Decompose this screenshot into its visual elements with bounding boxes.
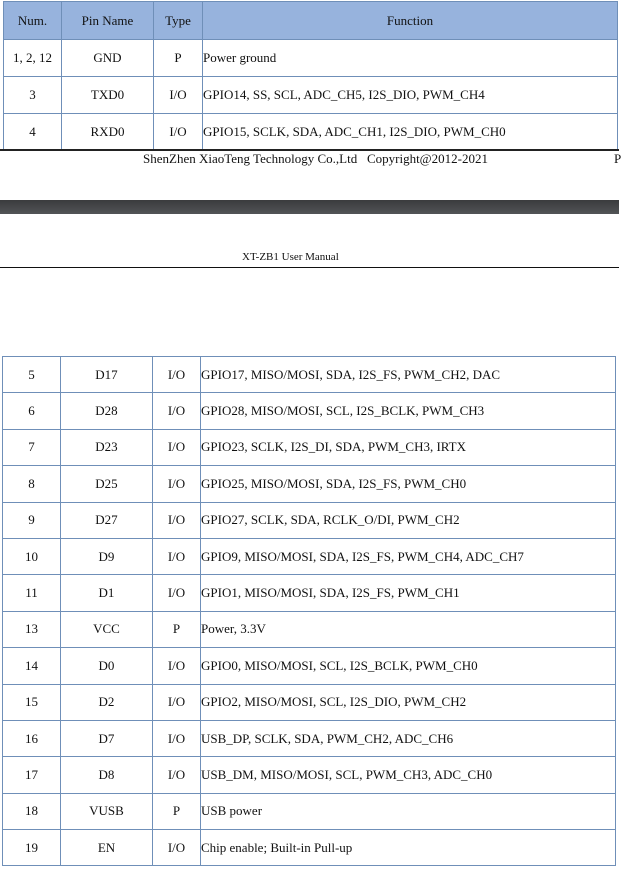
- pin-num-cell: 8: [3, 466, 61, 502]
- pin-num-cell: 1, 2, 12: [4, 40, 62, 77]
- pin-num-cell: 6: [3, 393, 61, 429]
- pin-function-cell: GPIO25, MISO/MOSI, SDA, I2S_FS, PWM_CH0: [201, 466, 616, 502]
- pin-type-cell: I/O: [153, 648, 201, 684]
- pin-name-cell: VUSB: [61, 793, 153, 829]
- pin-num-cell: 4: [4, 114, 62, 151]
- pin-function-cell: GPIO28, MISO/MOSI, SCL, I2S_BCLK, PWM_CH3: [201, 393, 616, 429]
- table-row: [3, 648, 616, 684]
- pin-name-cell: D7: [61, 720, 153, 756]
- pin-type-cell: P: [153, 611, 201, 647]
- pin-function-cell: USB_DP, SCLK, SDA, PWM_CH2, ADC_CH6: [201, 720, 616, 756]
- pin-type-cell: I/O: [154, 77, 203, 114]
- header-pin-name: Pin Name: [62, 2, 154, 40]
- table-row: [3, 830, 616, 866]
- pin-type-cell: I/O: [153, 538, 201, 574]
- pin-type-cell: P: [153, 793, 201, 829]
- footer-copyright: ShenZhen XiaoTeng Technology Co.,Ltd Copyright@2012-2021: [143, 151, 488, 166]
- pin-num-cell: 15: [3, 684, 61, 720]
- table-row: [4, 77, 618, 114]
- pin-name-cell: EN: [61, 830, 153, 866]
- pin-num-cell: 3: [4, 77, 62, 114]
- pin-function-cell: GPIO2, MISO/MOSI, SCL, I2S_DIO, PWM_CH2: [201, 684, 616, 720]
- pin-name-cell: D27: [61, 502, 153, 538]
- table-row: [3, 429, 616, 465]
- pin-table-page1: [3, 1, 618, 151]
- pin-num-cell: 16: [3, 720, 61, 756]
- pin-name-cell: VCC: [61, 611, 153, 647]
- pin-function-cell: USB_DM, MISO/MOSI, SCL, PWM_CH3, ADC_CH0: [201, 757, 616, 793]
- pin-function-cell: Chip enable; Built-in Pull-up: [201, 830, 616, 866]
- pin-type-cell: I/O: [153, 357, 201, 393]
- header-function: Function: [203, 2, 618, 40]
- pin-function-cell: GPIO23, SCLK, I2S_DI, SDA, PWM_CH3, IRTX: [201, 429, 616, 465]
- pin-name-cell: D8: [61, 757, 153, 793]
- pin-num-cell: 7: [3, 429, 61, 465]
- table-row: [3, 502, 616, 538]
- footer-page-number: P: [614, 151, 621, 166]
- table-row: [3, 538, 616, 574]
- pin-function-cell: GPIO9, MISO/MOSI, SDA, I2S_FS, PWM_CH4, ADC_CH7: [201, 538, 616, 574]
- table-row: [3, 793, 616, 829]
- pin-num-cell: 9: [3, 502, 61, 538]
- header-num: Num.: [4, 2, 62, 40]
- header-type: Type: [154, 2, 203, 40]
- page-separator: [0, 200, 619, 214]
- table-row: [3, 611, 616, 647]
- pin-name-cell: D28: [61, 393, 153, 429]
- pin-name-cell: D1: [61, 575, 153, 611]
- pin-table-page2: [2, 356, 616, 866]
- table-row: [3, 393, 616, 429]
- pin-type-cell: I/O: [153, 393, 201, 429]
- pin-name-cell: D0: [61, 648, 153, 684]
- pin-type-cell: I/O: [153, 757, 201, 793]
- pin-name-cell: D17: [61, 357, 153, 393]
- pin-num-cell: 11: [3, 575, 61, 611]
- header-rule: [0, 267, 619, 268]
- pin-name-cell: D25: [61, 466, 153, 502]
- table-row: [3, 575, 616, 611]
- table-row: [3, 357, 616, 393]
- pin-type-cell: I/O: [153, 429, 201, 465]
- pin-type-cell: I/O: [153, 575, 201, 611]
- pin-function-cell: GPIO27, SCLK, SDA, RCLK_O/DI, PWM_CH2: [201, 502, 616, 538]
- pin-type-cell: I/O: [153, 720, 201, 756]
- pin-type-cell: I/O: [153, 684, 201, 720]
- pin-function-cell: GPIO17, MISO/MOSI, SDA, I2S_FS, PWM_CH2, DAC: [201, 357, 616, 393]
- pin-name-cell: D23: [61, 429, 153, 465]
- pin-type-cell: P: [154, 40, 203, 77]
- pin-name-cell: TXD0: [62, 77, 154, 114]
- pin-num-cell: 10: [3, 538, 61, 574]
- pin-num-cell: 18: [3, 793, 61, 829]
- table-header-row: [4, 2, 618, 40]
- pin-num-cell: 5: [3, 357, 61, 393]
- pin-name-cell: GND: [62, 40, 154, 77]
- table-row: [3, 684, 616, 720]
- pin-name-cell: D9: [61, 538, 153, 574]
- pin-function-cell: GPIO14, SS, SCL, ADC_CH5, I2S_DIO, PWM_CH4: [203, 77, 618, 114]
- pin-function-cell: GPIO1, MISO/MOSI, SDA, I2S_FS, PWM_CH1: [201, 575, 616, 611]
- pin-name-cell: RXD0: [62, 114, 154, 151]
- pin-name-cell: D2: [61, 684, 153, 720]
- pin-function-cell: Power ground: [203, 40, 618, 77]
- pin-type-cell: I/O: [153, 466, 201, 502]
- pin-type-cell: I/O: [153, 830, 201, 866]
- pin-function-cell: Power, 3.3V: [201, 611, 616, 647]
- pin-num-cell: 17: [3, 757, 61, 793]
- table-row: [4, 114, 618, 151]
- pin-num-cell: 19: [3, 830, 61, 866]
- table-row: [3, 720, 616, 756]
- table-row: [3, 466, 616, 502]
- pin-function-cell: USB power: [201, 793, 616, 829]
- page-header-title: XT-ZB1 User Manual: [242, 251, 339, 263]
- pin-function-cell: GPIO0, MISO/MOSI, SCL, I2S_BCLK, PWM_CH0: [201, 648, 616, 684]
- table-row: [3, 757, 616, 793]
- pin-function-cell: GPIO15, SCLK, SDA, ADC_CH1, I2S_DIO, PWM_CH0: [203, 114, 618, 151]
- pin-num-cell: 14: [3, 648, 61, 684]
- pin-type-cell: I/O: [153, 502, 201, 538]
- pin-type-cell: I/O: [154, 114, 203, 151]
- pin-num-cell: 13: [3, 611, 61, 647]
- table-row: [4, 40, 618, 77]
